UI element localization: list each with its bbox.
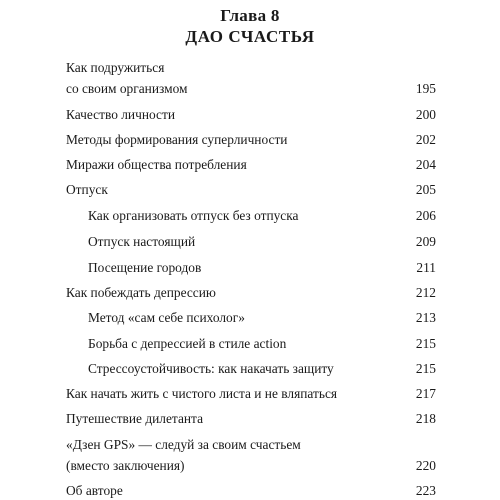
toc-entry-page: 215 <box>415 361 436 376</box>
toc-entry-page: 223 <box>415 483 436 498</box>
toc-entry-title: Качество личности <box>66 107 175 122</box>
toc-entry-title: Как подружиться <box>66 60 165 75</box>
toc-entry-title: Миражи общества потребления <box>66 157 247 172</box>
toc-entry-page: 211 <box>416 260 436 275</box>
toc-entry-title-continued: (вместо заключения) <box>66 458 185 473</box>
toc-entry-title: Как начать жить с чистого листа и не вляпаться <box>66 386 338 401</box>
toc-entry-page: 212 <box>415 285 436 300</box>
toc-entry-page: 200 <box>415 107 436 122</box>
toc-entry-page: 204 <box>415 157 436 172</box>
toc-entry-title: Как организовать отпуск без отпуска <box>88 208 299 223</box>
toc-entry-title: Метод «сам себе психолог» <box>88 310 245 325</box>
toc-entry-page: 205 <box>415 182 436 197</box>
toc-entry-page: 195 <box>415 81 436 96</box>
toc-entry-title: Отпуск настоящий <box>88 234 196 249</box>
toc-entry-page: 209 <box>415 234 436 249</box>
toc-entry-title: Посещение городов <box>88 260 202 275</box>
toc-entry-page: 215 <box>415 336 436 351</box>
toc-entry-title: Методы формирования суперличности <box>66 132 288 147</box>
toc-entry-page: 218 <box>415 411 436 426</box>
toc-entry-title: Как побеждать депрессию <box>66 285 216 300</box>
toc-entry-title: Об авторе <box>66 483 123 498</box>
toc-entry-title-continued: со своим организмом <box>66 81 188 96</box>
chapter-label: Глава 8 <box>220 6 280 25</box>
toc-entry-page: 213 <box>415 310 436 325</box>
toc-entry-title: Борьба с депрессией в стиле action <box>88 336 287 351</box>
toc-entry-title: «Дзен GPS» — следуй за своим счастьем <box>66 437 301 452</box>
toc-entry-title: Отпуск <box>66 182 108 197</box>
toc-entry-title: Стрессоустойчивость: как накачать защиту <box>88 361 334 376</box>
toc-entry-page: 220 <box>415 458 436 473</box>
toc-entry-page: 217 <box>415 386 436 401</box>
toc-entry-page: 202 <box>415 132 436 147</box>
toc-entry-title: Путешествие дилетанта <box>66 411 204 426</box>
toc-entry-page: 206 <box>415 208 436 223</box>
chapter-title: ДАО СЧАСТЬЯ <box>185 27 315 46</box>
